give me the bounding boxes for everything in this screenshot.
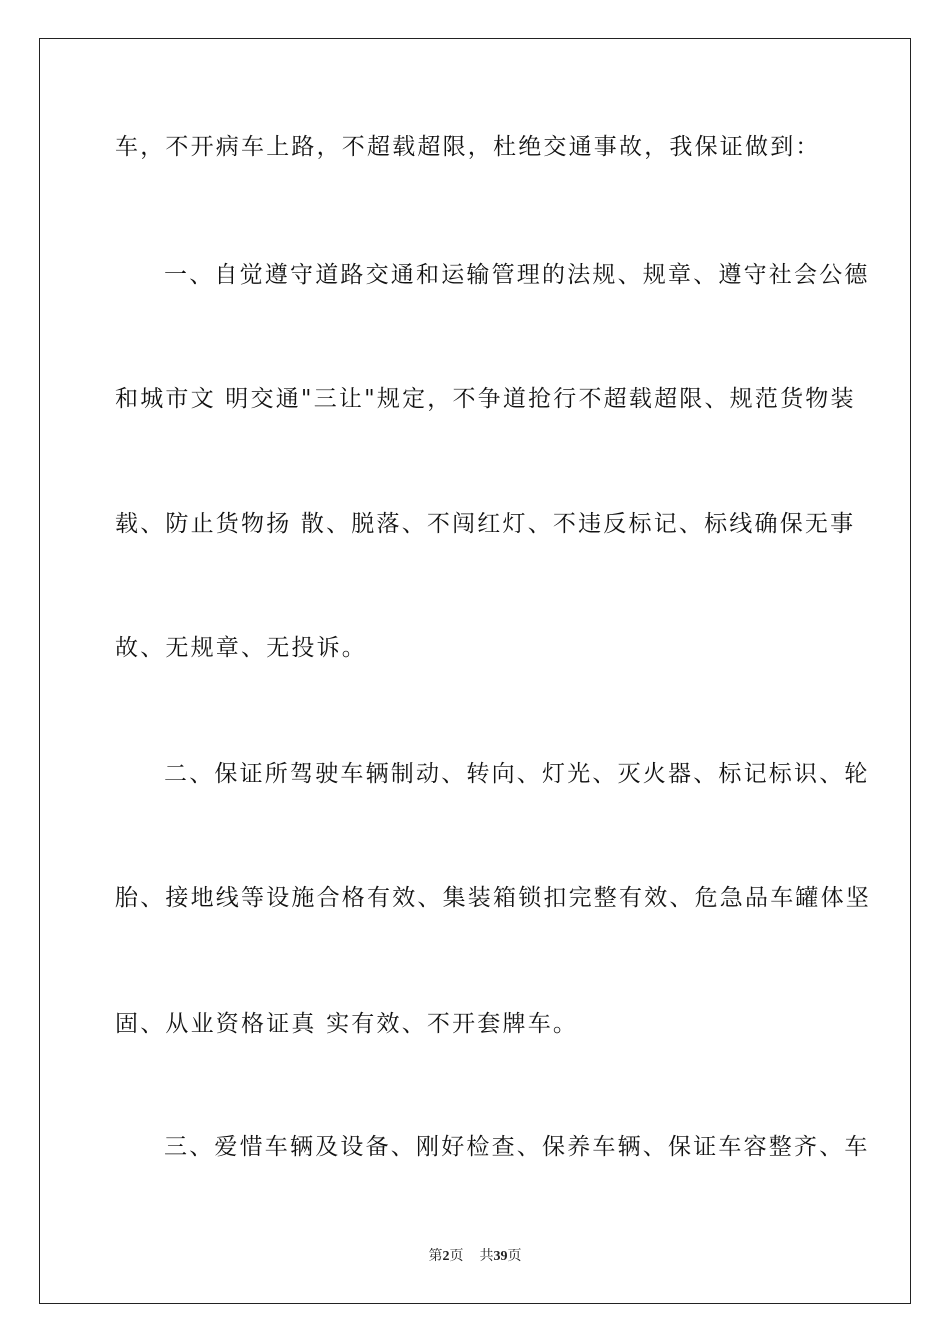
total-pages: 39 <box>493 1249 508 1264</box>
page-frame <box>39 38 911 1304</box>
body-text-line: 和城市文 明交通"三让"规定，不争道抢行不超载超限、规范货物装 <box>115 386 856 412</box>
total-suffix: 页 <box>507 1249 522 1264</box>
page-suffix: 页 <box>449 1249 464 1264</box>
body-text-line: 载、防止货物扬 散、脱落、不闯红灯、不违反标记、标线确保无事 <box>115 511 856 537</box>
page-footer <box>0 1248 950 1266</box>
paragraph-three-first-line: 三、爱惜车辆及设备、刚好检查、保养车辆、保证车容整齐、车 <box>164 1134 870 1160</box>
total-prefix: 共 <box>479 1249 494 1264</box>
body-text-line: 胎、接地线等设施合格有效、集装箱锁扣完整有效、危急品车罐体坚 <box>115 885 871 911</box>
body-text-line: 固、从业资格证真 实有效、不开套牌车。 <box>115 1011 579 1037</box>
body-text-line: 故、无规章、无投诉。 <box>115 635 367 661</box>
page-number: 2 <box>442 1249 450 1264</box>
body-text-line: 车，不开病车上路，不超载超限，杜绝交通事故，我保证做到： <box>115 134 821 160</box>
paragraph-two-first-line: 二、保证所驾驶车辆制动、转向、灯光、灭火器、标记标识、轮 <box>164 761 870 787</box>
paragraph-one-first-line: 一、自觉遵守道路交通和运输管理的法规、规章、遵守社会公德 <box>164 262 870 288</box>
page-prefix: 第 <box>428 1249 443 1264</box>
